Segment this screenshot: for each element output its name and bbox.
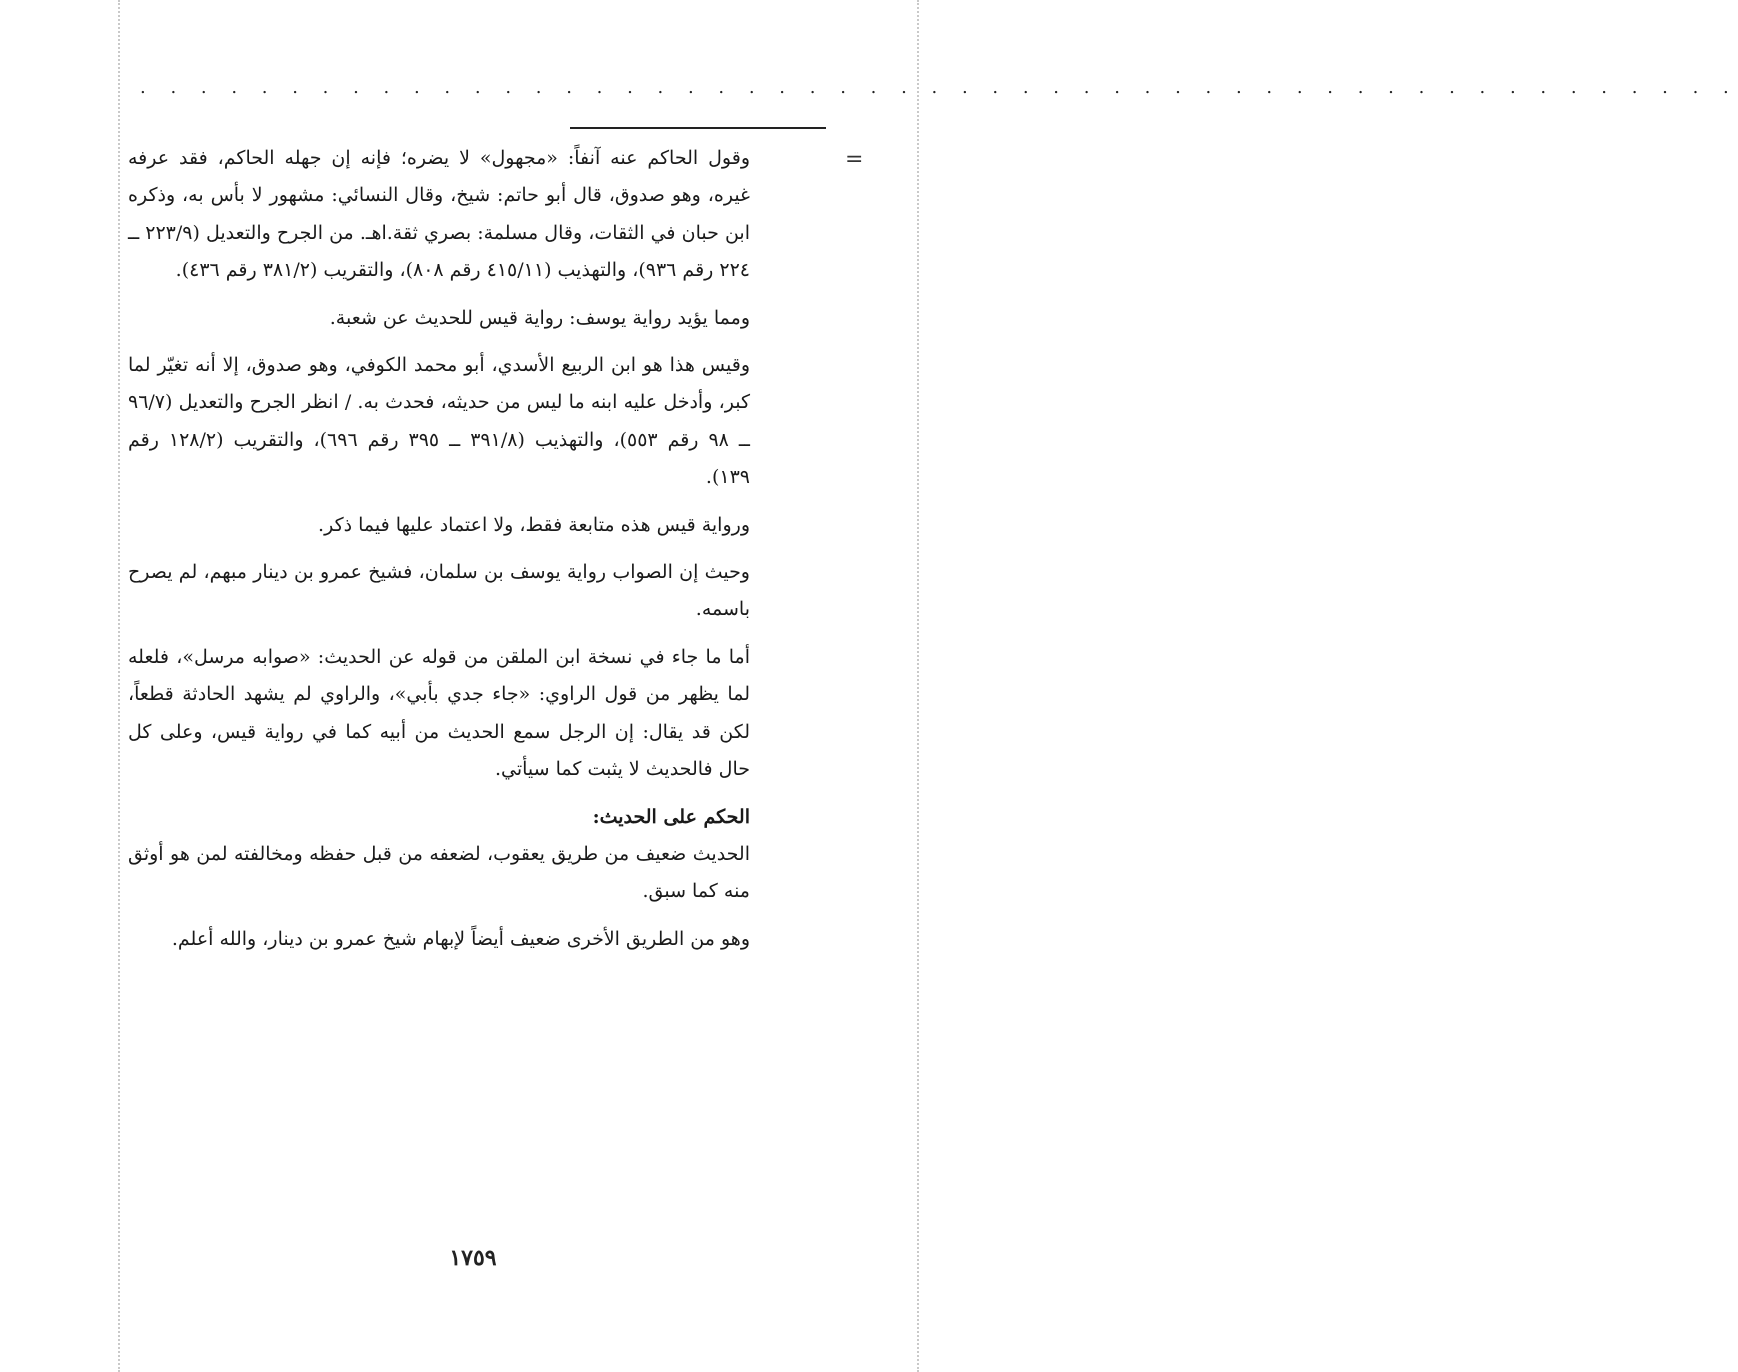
right-margin-guide <box>917 0 919 1372</box>
left-margin-guide <box>118 0 120 1372</box>
paragraph-correct-narration: وحيث إن الصواب رواية يوسف بن سلمان، فشيخ عمرو بن دينار مبهم، لم يصرح باسمه. <box>128 561 750 621</box>
paragraph-qays-corroboration: ورواية قيس هذه متابعة فقط، ولا اعتماد عليها فيما ذكر. <box>318 513 750 536</box>
paragraph-verdict-second-route: وهو من الطريق الأخرى ضعيف أيضاً لإبهام شيخ عمرو بن دينار، والله أعلم. <box>171 927 750 950</box>
page-body <box>128 140 750 958</box>
page-number: ١٧٥٩ <box>449 1245 497 1271</box>
paragraph-ibn-mulaqqin-note: أما ما جاء في نسخة ابن الملقن من قوله عن الحديث: «صوابه مرسل»، فلعله لما يظهر من قول الراوي: «جاء جدي بأبي»، والراوي لم يشهد الحادثة قطعاً، لكن قد يقال: إن الرجل سمع الحديث من أبيه كما في رواية قيس، وعلى كل حال فالحديث لا يثبت كما سيأتي. <box>128 645 750 781</box>
top-dotted-separator: . . . . . . . . . . . . . . . . . . . . . . . . . . . . . . . . . . . . . . . . . . . . . . . . . . . . . <box>140 77 1738 98</box>
paragraph-hakim-statement: وقول الحاكم عنه آنفاً: «مجهول» لا يضره؛ فإنه إن جهله الحاكم، فقد عرفه غيره، وهو صدوق، قال أبو حاتم: شيخ، وقال النسائي: مشهور لا بأس به، وذكره ابن حبان في الثقات، وقال مسلمة: بصري ثقة.اهـ. من الجرح والتعديل (٢٢٣/٩ ــ ٢٢٤ رقم ٩٣٦)، والتهذيب (٤١٥/١١ رقم ٨٠٨)، والتقريب (٣٨١/٢ رقم ٤٣٦). <box>128 147 750 282</box>
paragraph-verdict-first-route: الحديث ضعيف من طريق يعقوب، لضعفه من قبل حفظه ومخالفته لمن هو أوثق منه كما سبق. <box>128 842 750 903</box>
paragraph-qays-biography: وقيس هذا هو ابن الربيع الأسدي، أبو محمد الكوفي، وهو صدوق، إلا أنه تغيّر لما كبر، وأدخل عليه ابنه ما ليس من حديثه، فحدث به. / انظر الجرح والتعديل (٩٦/٧ ــ ٩٨ رقم ٥٥٣)، والتهذيب (٣٩١/٨ ــ ٣٩٥ رقم ٦٩٦)، والتقريب (١٢٨/٢ رقم ١٣٩). <box>128 354 750 489</box>
footnote-rule <box>570 127 826 129</box>
continuation-mark: = <box>845 147 864 172</box>
section-heading-hadith-verdict: الحكم على الحديث: <box>592 805 750 828</box>
paragraph-supporting-narration: ومما يؤيد رواية يوسف: رواية قيس للحديث عن شعبة. <box>329 306 750 329</box>
